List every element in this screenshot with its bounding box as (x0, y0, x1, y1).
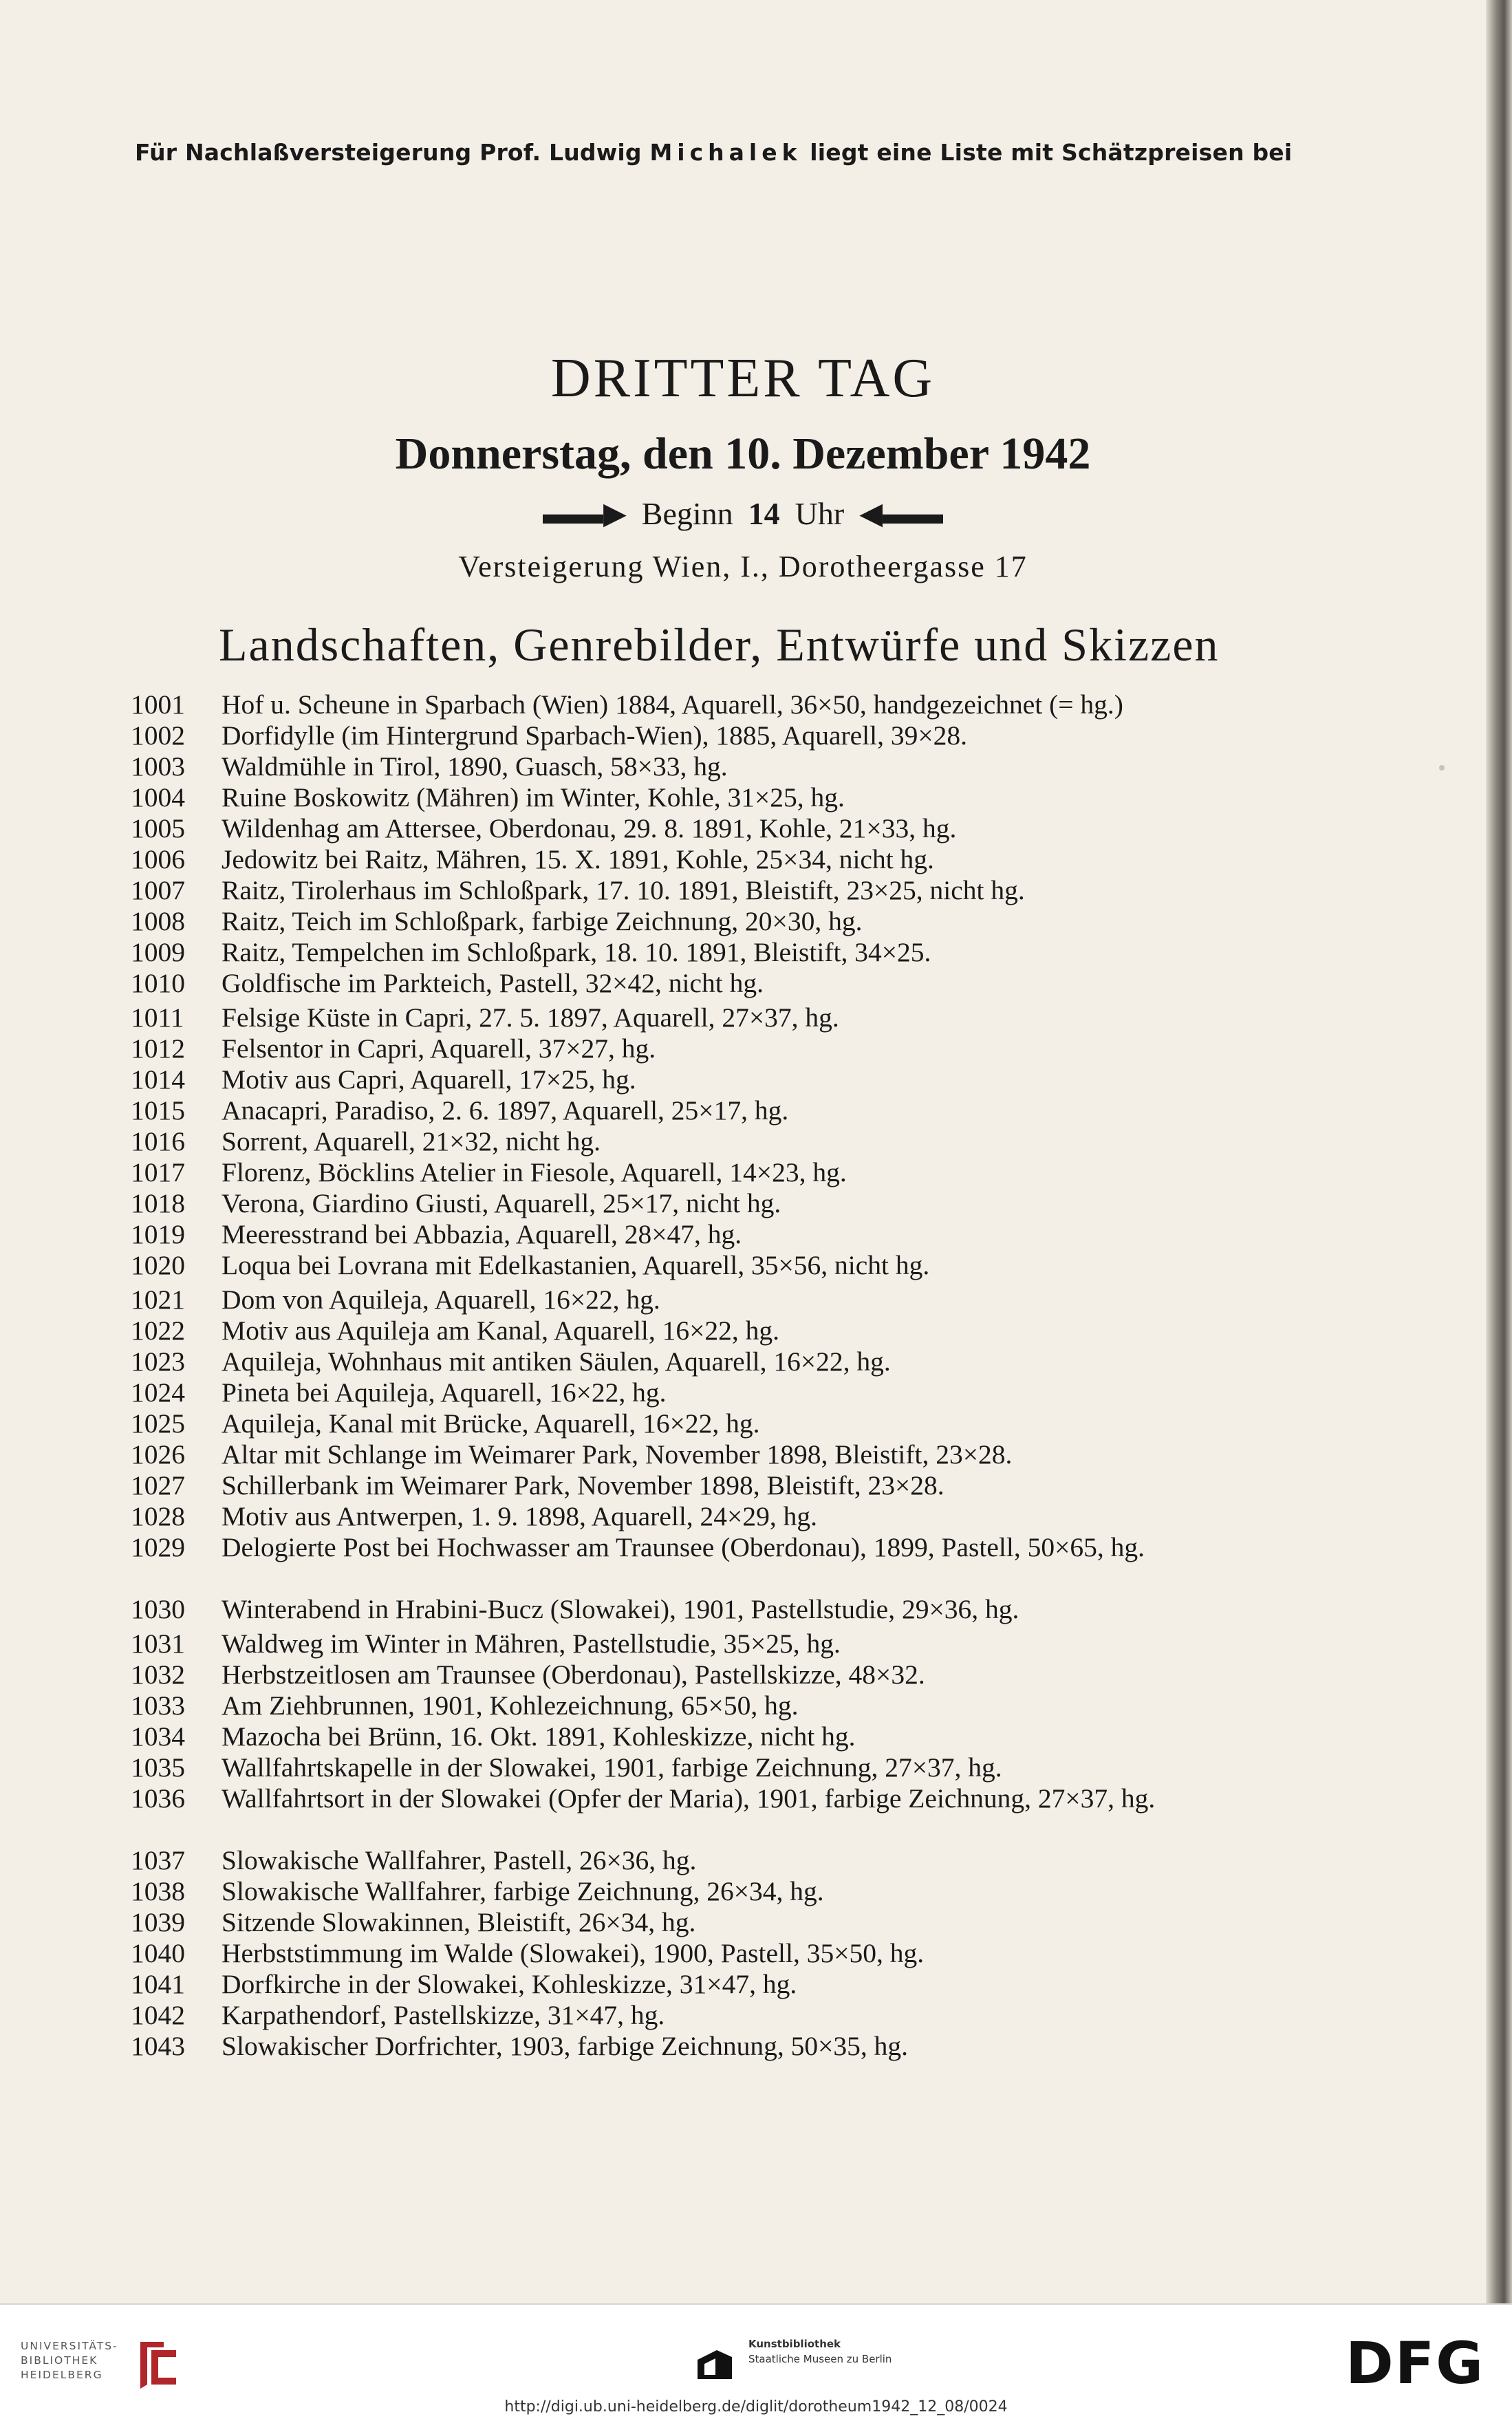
lot-description: Florenz, Böcklins Atelier in Fiesole, Aquarell, 14×23, hg. (222, 1157, 847, 1187)
lot-number: 1006 (131, 844, 185, 874)
lot-description: Delogierte Post bei Hochwasser am Traunsee (Oberdonau), 1899, Pastell, 50×65, hg. (222, 1532, 1145, 1562)
lot-number: 1024 (131, 1377, 185, 1408)
lot-entry (0, 1783, 1445, 1845)
lot-description: Herbststimmung im Walde (Slowakei), 1900, Pastell, 35×50, hg. (222, 1938, 925, 1968)
permalink-url[interactable]: http://digi.ub.uni-heidelberg.de/diglit/dorotheum1942_12_08/0024 (504, 2398, 1008, 2415)
lot-description: Ruine Boskowitz (Mähren) im Winter, Kohle, 31×25, hg. (222, 782, 845, 813)
auction-date: Donnerstag, den 10. Dezember 1942 (395, 429, 1091, 479)
lot-entry (0, 2000, 1445, 2030)
lot-description: Karpathendorf, Pastellskizze, 31×47, hg. (222, 2000, 665, 2030)
lot-description: Slowakische Wallfahrer, farbige Zeichnung, 26×34, hg. (222, 1876, 824, 1906)
lot-number: 1036 (131, 1783, 185, 1814)
lot-entry (0, 689, 1445, 720)
lot-number: 1040 (131, 1938, 185, 1968)
lot-description: Verona, Giardino Giusti, Aquarell, 25×17, nicht hg. (222, 1188, 781, 1218)
lot-number: 1030 (131, 1594, 185, 1624)
lot-entry (0, 1219, 1445, 1249)
lot-description: Am Ziehbrunnen, 1901, Kohlezeichnung, 65×50, hg. (222, 1690, 799, 1721)
lot-number: 1008 (131, 906, 185, 936)
lot-number: 1043 (131, 2031, 185, 2061)
lot-description: Slowakische Wallfahrer, Pastell, 26×36, hg. (222, 1845, 697, 1875)
footer-divider (0, 2303, 1512, 2305)
lot-number: 1018 (131, 1188, 185, 1218)
lot-description: Herbstzeitlosen am Traunsee (Oberdonau), Pastellskizze, 48×32. (222, 1659, 925, 1690)
lot-number: 1032 (131, 1659, 185, 1690)
lot-entry (0, 968, 1445, 998)
kunstbibliothek-label (748, 2336, 892, 2367)
begin-label: Beginn (641, 496, 733, 531)
lot-entry (0, 1315, 1445, 1346)
begin-hour: 14 (748, 496, 780, 531)
lot-entry (0, 2031, 1445, 2061)
lot-number: 1011 (131, 1002, 184, 1033)
lot-entry (0, 1721, 1445, 1752)
lot-description: Aquileja, Wohnhaus mit antiken Säulen, Aquarell, 16×22, hg. (222, 1346, 891, 1377)
lot-entry (0, 1157, 1445, 1187)
lot-number: 1037 (131, 1845, 185, 1875)
lot-number: 1035 (131, 1752, 185, 1783)
lot-number: 1041 (131, 1969, 185, 1999)
estimate-notice (135, 139, 1373, 166)
lot-entry (0, 1188, 1445, 1218)
lot-number: 1002 (131, 720, 185, 751)
lot-description: Waldmühle in Tirol, 1890, Guasch, 58×33, hg. (222, 751, 728, 782)
ub-line-1: UNIVERSITÄTS- (21, 2340, 118, 2352)
lot-description: Hof u. Scheune in Sparbach (Wien) 1884, Aquarell, 36×50, handgezeichnet (= hg.) (222, 689, 1123, 720)
lot-description: Meeresstrand bei Abbazia, Aquarell, 28×47, hg. (222, 1219, 742, 1249)
lot-description: Schillerbank im Weimarer Park, November 1898, Bleistift, 23×28. (222, 1470, 944, 1500)
lot-number: 1003 (131, 751, 185, 782)
ub-line-3: HEIDELBERG (21, 2369, 103, 2381)
lot-description: Winterabend in Hrabini-Bucz (Slowakei), 1901, Pastellstudie, 29×36, hg. (222, 1594, 1019, 1624)
lot-number: 1019 (131, 1219, 185, 1249)
day-title: DRITTER TAG (550, 348, 936, 409)
lot-number: 1007 (131, 875, 185, 905)
lot-description: Raitz, Tirolerhaus im Schloßpark, 17. 10. 1891, Bleistift, 23×25, nicht hg. (222, 875, 1025, 905)
lot-entry (0, 1659, 1445, 1690)
auction-venue: Versteigerung Wien, I., Dorotheergasse 17 (458, 550, 1028, 583)
lot-description: Jedowitz bei Raitz, Mähren, 15. X. 1891, Kohle, 25×34, nicht hg. (222, 844, 934, 874)
lot-number: 1026 (131, 1439, 185, 1470)
lot-number: 1005 (131, 813, 185, 843)
lot-description: Wallfahrtskapelle in der Slowakei, 1901, farbige Zeichnung, 27×37, hg. (222, 1752, 1002, 1783)
begin-unit: Uhr (795, 496, 845, 531)
lot-entry (0, 1594, 1445, 1624)
lot-entry (0, 1439, 1445, 1470)
lot-number: 1017 (131, 1157, 185, 1187)
notice-text-after: liegt eine Liste mit Schätzpreisen bei (801, 139, 1293, 166)
lot-description: Sorrent, Aquarell, 21×32, nicht hg. (222, 1126, 601, 1156)
lot-number: 1028 (131, 1501, 185, 1531)
lot-number: 1029 (131, 1532, 185, 1562)
section-title: Landschaften, Genrebilder, Entwürfe und Skizzen (219, 618, 1220, 671)
lot-entry (0, 875, 1445, 905)
lot-number: 1039 (131, 1907, 185, 1937)
lot-number: 1021 (131, 1284, 185, 1315)
lot-description: Felsige Küste in Capri, 27. 5. 1897, Aquarell, 27×37, hg. (222, 1002, 839, 1033)
lot-description: Loqua bei Lovrana mit Edelkastanien, Aquarell, 35×56, nicht hg. (222, 1250, 930, 1280)
lot-number: 1015 (131, 1095, 185, 1126)
book-spine-edge (1486, 0, 1512, 2303)
lot-description: Aquileja, Kanal mit Brücke, Aquarell, 16×22, hg. (222, 1408, 760, 1439)
lot-entry (0, 1628, 1445, 1659)
lot-description: Waldweg im Winter in Mähren, Pastellstudie, 35×25, hg. (222, 1628, 841, 1659)
lot-entry (0, 1907, 1445, 1937)
lot-description: Motiv aus Capri, Aquarell, 17×25, hg. (222, 1064, 636, 1095)
lot-entry (0, 1126, 1445, 1156)
digitization-footer (0, 2303, 1512, 2421)
kb-subtitle: Staatliche Museen zu Berlin (748, 2353, 892, 2365)
lot-number: 1034 (131, 1721, 185, 1752)
lot-entry (0, 1002, 1445, 1033)
lot-description: Goldfische im Parkteich, Pastell, 32×42, nicht hg. (222, 968, 764, 998)
lot-entry (0, 1284, 1445, 1315)
lot-entry (0, 1876, 1445, 1906)
arrow-right-icon: ▬▬▶ (542, 496, 627, 530)
lot-description: Anacapri, Paradiso, 2. 6. 1897, Aquarell, 25×17, hg. (222, 1095, 789, 1126)
lot-number: 1031 (131, 1628, 185, 1659)
lot-entry (0, 1346, 1445, 1377)
lot-entry (0, 844, 1445, 874)
lot-number: 1025 (131, 1408, 185, 1439)
lot-entry (0, 906, 1445, 936)
lot-description: Raitz, Tempelchen im Schloßpark, 18. 10. 1891, Bleistift, 34×25. (222, 937, 931, 967)
lot-entry (0, 1969, 1445, 1999)
lot-entry (0, 1845, 1445, 1875)
lot-entry (0, 937, 1445, 967)
lot-description: Mazocha bei Brünn, 16. Okt. 1891, Kohleskizze, nicht hg. (222, 1721, 856, 1752)
lot-number: 1010 (131, 968, 185, 998)
start-time-line (0, 495, 1486, 532)
lot-description: Sitzende Slowakinnen, Bleistift, 26×34, hg. (222, 1907, 696, 1937)
lot-description: Dom von Aquileja, Aquarell, 16×22, hg. (222, 1284, 660, 1315)
ub-heidelberg-logo-icon (136, 2336, 180, 2390)
lot-number: 1027 (131, 1470, 185, 1500)
lot-entry (0, 1250, 1445, 1280)
lot-entry (0, 1938, 1445, 1968)
lot-number: 1016 (131, 1126, 185, 1156)
lot-description: Motiv aus Antwerpen, 1. 9. 1898, Aquarell, 24×29, hg. (222, 1501, 817, 1531)
lot-number: 1020 (131, 1250, 185, 1280)
lot-entry (0, 813, 1445, 843)
lot-entry (0, 1377, 1445, 1408)
lot-entry (0, 1690, 1445, 1721)
lot-number: 1004 (131, 782, 185, 813)
notice-artist-name: Michalek (649, 139, 802, 166)
lot-description: Slowakischer Dorfrichter, 1903, farbige Zeichnung, 50×35, hg. (222, 2031, 909, 2061)
lot-entry (0, 1752, 1445, 1783)
dfg-logo: DFG (1346, 2329, 1485, 2397)
lot-number: 1009 (131, 937, 185, 967)
scan-speck (1439, 765, 1445, 771)
lot-description: Pineta bei Aquileja, Aquarell, 16×22, hg. (222, 1377, 667, 1408)
lot-description: Dorfidylle (im Hintergrund Sparbach-Wien), 1885, Aquarell, 39×28. (222, 720, 968, 751)
lot-entry (0, 751, 1445, 782)
lot-description: Felsentor in Capri, Aquarell, 37×27, hg. (222, 1033, 656, 1064)
lot-number: 1042 (131, 2000, 185, 2030)
lot-number: 1022 (131, 1315, 185, 1346)
ub-heidelberg-label (21, 2339, 118, 2382)
lot-entry (0, 720, 1445, 751)
lot-description: Altar mit Schlange im Weimarer Park, November 1898, Bleistift, 23×28. (222, 1439, 1013, 1470)
lot-description: Motiv aus Aquileja am Kanal, Aquarell, 16×22, hg. (222, 1315, 780, 1346)
lot-description: Dorfkirche in der Slowakei, Kohleskizze, 31×47, hg. (222, 1969, 797, 1999)
arrow-left-icon: ◀▬▬ (859, 496, 944, 530)
lot-entry (0, 1408, 1445, 1439)
lot-entry (0, 1532, 1445, 1594)
lot-entry (0, 1095, 1445, 1126)
ub-line-2: BIBLIOTHEK (21, 2354, 98, 2367)
notice-text-before: Für Nachlaßversteigerung Prof. Ludwig (135, 139, 650, 166)
kb-name: Kunstbibliothek (748, 2338, 841, 2350)
lot-number: 1012 (131, 1033, 185, 1064)
lot-number: 1001 (131, 689, 185, 720)
lot-entry (0, 1064, 1445, 1095)
lot-number: 1033 (131, 1690, 185, 1721)
kunstbibliothek-logo-icon (688, 2336, 742, 2390)
lot-description: Wallfahrtsort in der Slowakei (Opfer der Maria), 1901, farbige Zeichnung, 27×37, hg. (222, 1783, 1156, 1814)
lot-entry (0, 1501, 1445, 1531)
lot-entry (0, 782, 1445, 813)
lot-description: Raitz, Teich im Schloßpark, farbige Zeichnung, 20×30, hg. (222, 906, 863, 936)
lot-entry (0, 1470, 1445, 1500)
lot-number: 1038 (131, 1876, 185, 1906)
lot-number: 1023 (131, 1346, 185, 1377)
lot-entry (0, 1033, 1445, 1064)
lot-number: 1014 (131, 1064, 185, 1095)
lot-description: Wildenhag am Attersee, Oberdonau, 29. 8. 1891, Kohle, 21×33, hg. (222, 813, 957, 843)
